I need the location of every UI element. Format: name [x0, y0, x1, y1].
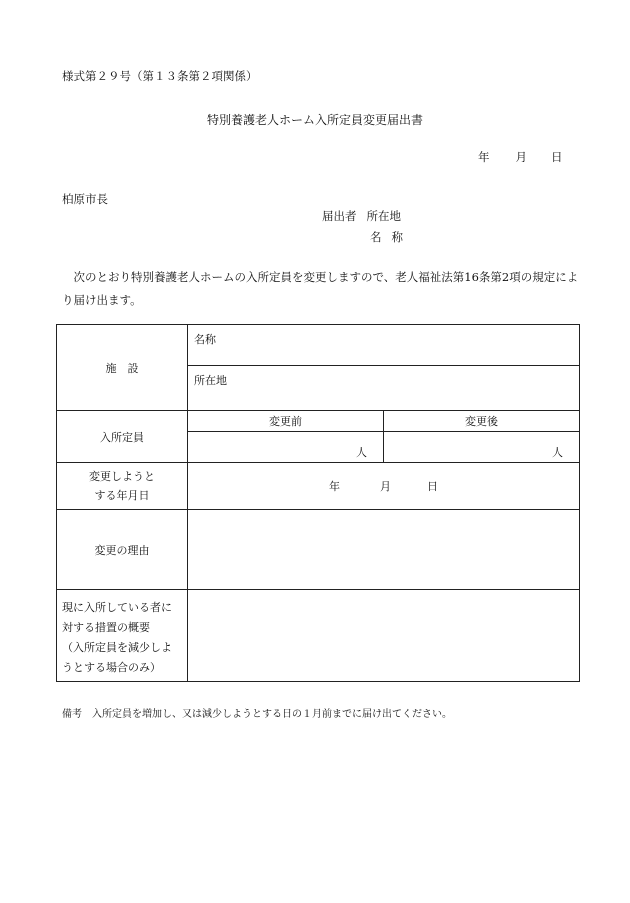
capacity-label: 入所定員 [57, 411, 188, 463]
measures-field[interactable] [188, 590, 580, 682]
measures-label-line3: （入所定員を減少しよ [62, 641, 172, 654]
applicant-label: 届出者 [322, 209, 357, 223]
before-label: 変更前 [188, 411, 384, 432]
change-date-label-line2: する年月日 [94, 489, 150, 502]
note: 備考 入所定員を増加し、又は減少しようとする日の１月前までに届け出てください。 [62, 709, 452, 720]
addressee: 柏原市長 [62, 192, 108, 206]
date-month: 月 [515, 150, 527, 164]
measures-label-line1: 現に入所している者に [62, 601, 172, 614]
after-label: 変更後 [384, 411, 580, 432]
facility-name-field[interactable]: 名称 [188, 325, 580, 366]
capacity-before-field[interactable] [188, 432, 384, 463]
facility-label: 施 設 [57, 325, 188, 411]
unit-person-after: 人 [552, 446, 563, 459]
change-date-label-line1: 変更しようと [89, 470, 155, 483]
form-number: 様式第２９号（第１３条第２項関係） [62, 69, 258, 83]
submission-date [478, 149, 563, 165]
change-date-year: 年 [329, 480, 340, 493]
change-date-month: 月 [380, 480, 391, 493]
capacity-after-field[interactable] [384, 432, 580, 463]
change-date-field[interactable] [188, 463, 580, 510]
applicant-name-label: 名称 [370, 230, 413, 244]
measures-label-line4: うとする場合のみ） [62, 661, 161, 674]
measures-label-line2: 対する措置の概要 [62, 621, 150, 634]
reason-field[interactable] [188, 510, 580, 590]
facility-address-field[interactable]: 所在地 [188, 366, 580, 411]
change-date-label [57, 463, 188, 510]
measures-label [57, 590, 188, 682]
document-title: 特別養護老人ホーム入所定員変更届出書 [206, 113, 423, 127]
applicant-address-line [322, 208, 401, 224]
form-table [56, 324, 580, 682]
change-date-day: 日 [427, 480, 438, 493]
applicant-address-label: 所在地 [366, 209, 401, 223]
date-day: 日 [551, 150, 563, 164]
body-text: 次のとおり特別養護老人ホームの入所定員を変更しますので、老人福祉法第16条第2項の規定により届け出ます。 [62, 270, 579, 307]
reason-label: 変更の理由 [57, 510, 188, 590]
date-year: 年 [478, 150, 490, 164]
unit-person-before: 人 [356, 446, 367, 459]
